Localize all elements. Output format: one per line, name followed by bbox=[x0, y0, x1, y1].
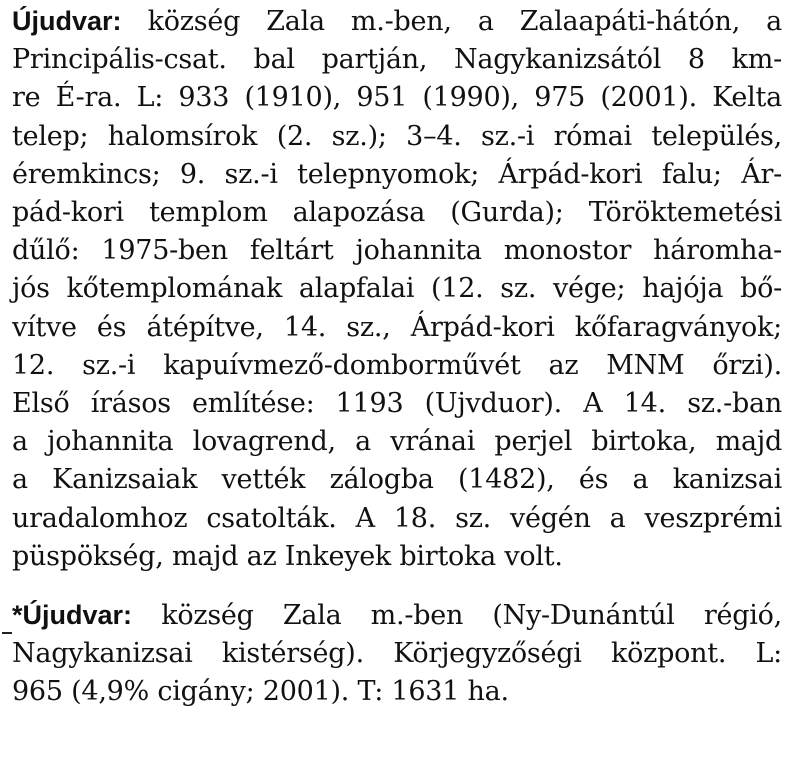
headword: *Újudvar: bbox=[12, 600, 133, 631]
entry-text: község Zala m.-ben (Ny-Dunántúl régió, bbox=[132, 600, 782, 632]
entry-line: a Kanizsaiak vették zálogba (1482), és a kanizsai bbox=[12, 464, 782, 496]
entry-line: vítve és átépítve, 14. sz., Árpád-kori kőfaragványok; bbox=[12, 311, 782, 343]
lexicon-page bbox=[12, 2, 782, 712]
headword: Újudvar: bbox=[12, 6, 122, 36]
entry-text: község Zala m.-ben, a Zalaapáti-hátón, a bbox=[121, 6, 782, 37]
entry-line: 965 (4,9% cigány; 2001). T: 1631 ha. bbox=[12, 676, 509, 708]
entry-line: uradalomhoz csatolták. A 18. sz. végén a veszprémi bbox=[12, 502, 782, 534]
entry-line: Nagykanizsai kistérség). Körjegyzőségi központ. L: bbox=[12, 638, 782, 670]
entry-line: re É-ra. L: 933 (1910), 951 (1990), 975 (2001). Kelta bbox=[12, 82, 782, 114]
entry-ujudvar-current bbox=[12, 596, 782, 712]
entry-line: 12. sz.-i kapuívmező-domborművét az MNM őrzi). bbox=[12, 349, 782, 381]
entry-line: Első írásos említése: 1193 (Ujvduor). A 14. sz.-ban bbox=[12, 388, 782, 420]
entry-line: telep; halomsírok (2. sz.); 3–4. sz.-i római település, bbox=[12, 120, 782, 152]
entry-line: Principális-csat. bal partján, Nagykanizsától 8 km- bbox=[12, 44, 782, 76]
entry-line: jós kőtemplomának alapfalai (12. sz. vége; hajója bő- bbox=[12, 273, 782, 305]
entry-line bbox=[12, 2, 782, 41]
entry-line: dűlő: 1975-ben feltárt johannita monostor háromha- bbox=[12, 235, 782, 267]
scan-artifact-mark bbox=[2, 632, 12, 634]
entry-ujudvar bbox=[12, 2, 782, 576]
entry-line: püspökség, majd az Inkeyek birtoka volt. bbox=[12, 540, 563, 572]
entry-line: pád-kori templom alapozása (Gurda); Töröktemetési bbox=[12, 197, 782, 229]
entry-line: a johannita lovagrend, a vránai perjel birtoka, majd bbox=[12, 426, 782, 458]
entry-line bbox=[12, 596, 782, 635]
entry-line: éremkincs; 9. sz.-i telepnyomok; Árpád-kori falu; Ár- bbox=[12, 158, 782, 190]
